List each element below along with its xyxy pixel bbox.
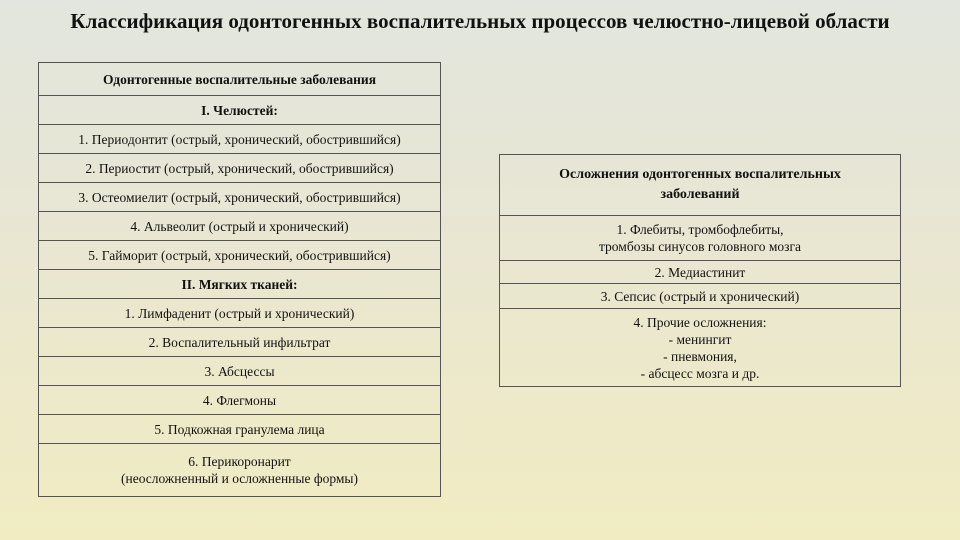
table-row [39,241,441,270]
phlebitis-line-1: 1. Флебиты, тромбофлебиты, [616,222,784,237]
complications-header-line-2: заболеваний [660,187,740,202]
phlebitis-line-2: тромбозы синусов головного мозга [598,239,802,254]
jaws-item-sinusitis: 5. Гайморит (острый, хронический, обострившийся) [39,241,441,270]
table-row [39,183,441,212]
jaws-group-label: I. Челюстей: [39,96,441,125]
soft-item-pericoronitis [39,444,441,497]
other-line-3: - пневмония, [663,348,737,364]
complications-header-line-1: Осложнения одонтогенных воспалительных [559,167,841,182]
table-row [39,415,441,444]
table-row [39,357,441,386]
complication-other [500,309,901,387]
soft-tissues-group-label: II. Мягких тканей: [39,270,441,299]
complication-sepsis: 3. Сепсис (острый и хронический) [500,284,901,309]
table-row [39,212,441,241]
table-row [39,386,441,415]
soft-item-phlegmons: 4. Флегмоны [39,386,441,415]
table-header-row [39,63,441,96]
odontogenic-diseases-table [38,62,441,497]
table-row [500,261,901,284]
table-row [39,299,441,328]
complication-mediastinitis: 2. Медиастинит [500,261,901,284]
odontogenic-diseases-header: Одонтогенные воспалительные заболевания [39,63,441,96]
table-row [39,125,441,154]
pericoronitis-line-1: 6. Перикоронарит [188,454,291,469]
soft-item-abscesses: 3. Абсцессы [39,357,441,386]
table-header-row [500,155,901,216]
soft-item-granuloma: 5. Подкожная гранулема лица [39,415,441,444]
jaws-item-periodontitis: 1. Периодонтит (острый, хронический, обострившийся) [39,125,441,154]
jaws-item-osteomyelitis: 3. Остеомиелит (острый, хронический, обострившийся) [39,183,441,212]
complication-phlebitis [500,216,901,261]
other-line-2: - менингит [668,331,732,347]
other-line-4: - абсцесс мозга и др. [640,365,760,381]
group-row [39,270,441,299]
table-row [500,216,901,261]
table-row [39,154,441,183]
other-line-1: 4. Прочие осложнения: [633,314,767,330]
table-row [500,309,901,387]
group-row [39,96,441,125]
jaws-item-periostitis: 2. Периостит (острый, хронический, обострившийся) [39,154,441,183]
jaws-item-alveolitis: 4. Альвеолит (острый и хронический) [39,212,441,241]
table-row [500,284,901,309]
complications-header [500,155,901,216]
pericoronitis-line-2: (неосложненный и осложненные формы) [120,471,358,486]
table-row [39,328,441,357]
soft-item-lymphadenitis: 1. Лимфаденит (острый и хронический) [39,299,441,328]
page-title: Классификация одонтогенных воспалительных процессов челюстно-лицевой области [70,9,890,33]
soft-item-infiltrate: 2. Воспалительный инфильтрат [39,328,441,357]
complications-table [499,154,901,387]
table-row [39,444,441,497]
